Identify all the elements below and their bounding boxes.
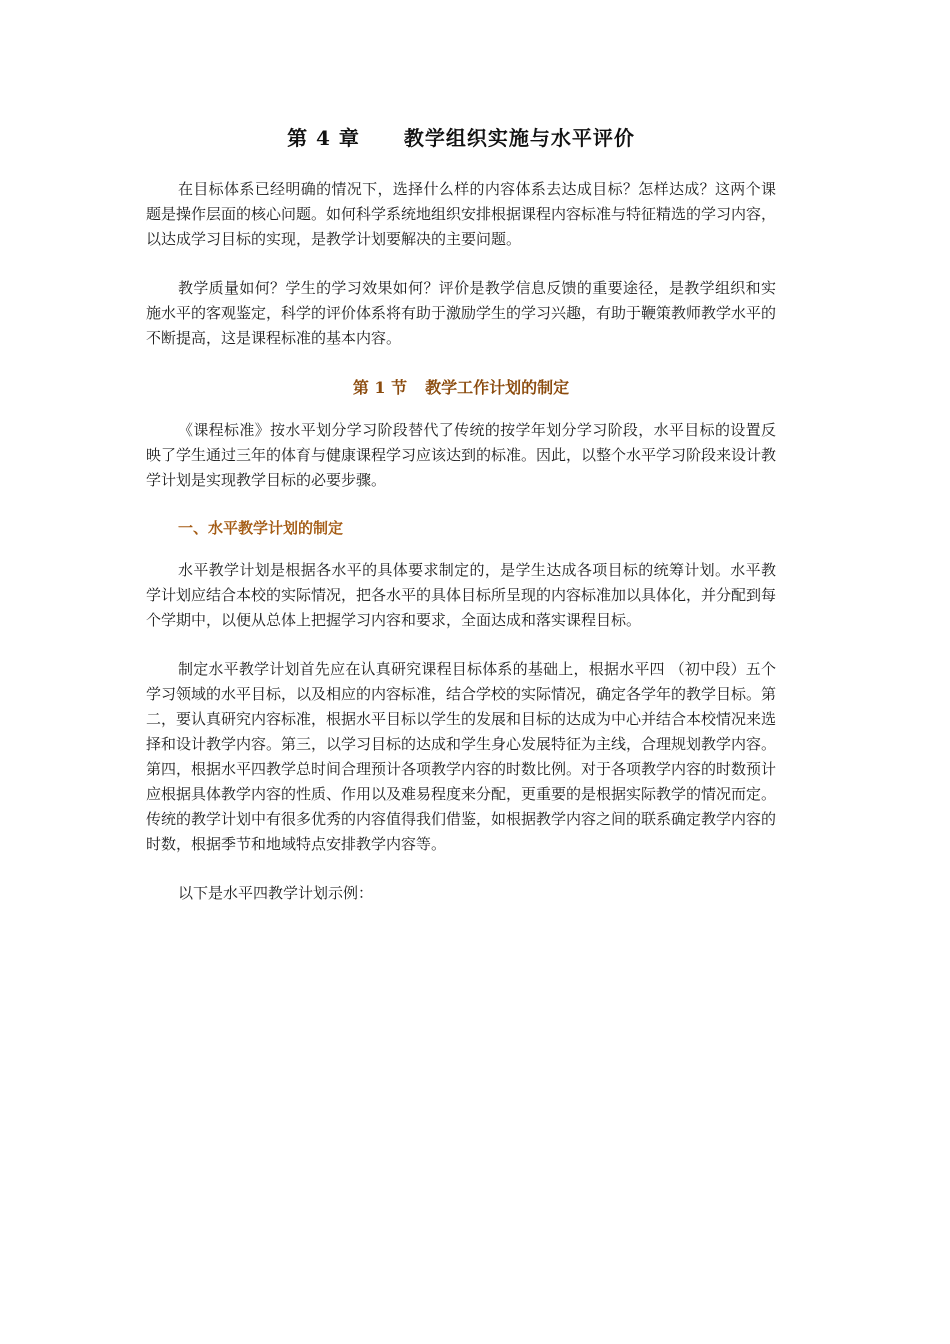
subsection-title: 一、水平教学计划的制定 — [178, 519, 344, 537]
intro-paragraph-2: 教学质量如何？学生的学习效果如何？评价是教学信息反馈的重要途径，是教学组织和实施水平的客观鉴定，科学的评价体系将有助于激励学生的学习兴趣，有助于鞭策教师教学水平的不断提高，这是课程标准的基本内容。 — [146, 279, 777, 347]
chapter-number: 第 4 章 — [287, 126, 360, 150]
document-page — [146, 122, 776, 930]
section-number: 第 1 节 — [352, 378, 408, 397]
chapter-title-text: 教学组织实施与水平评价 — [403, 126, 635, 150]
subsection-paragraph-2: 制定水平教学计划首先应在认真研究课程目标体系的基础上，根据水平四 （初中段）五个学习领域的水平目标，以及相应的内容标准，结合学校的实际情况，确定各学年的教学目标。第二，要认真研究内容标准，根据水平目标以学生的发展和目标的达成为中心并结合本校情况来选择和设计教学内容。第三，以学习目标的达成和学生身心发展特征为主线，合理规划教学内容。第四，根据水平四教学总时间合理预计各项教学内容的时数比例。对于各项教学内容的时数预计应根据具体教学内容的性质、作用以及难易程度来分配，更重要的是根据实际教学的情况而定。传统的教学计划中有很多优秀的内容值得我们借鉴，如根据教学内容之间的联系确定教学内容的时数，根据季节和地域特点安排教学内容等。 — [146, 660, 777, 853]
chapter-title — [146, 122, 776, 151]
section-title-text: 教学工作计划的制定 — [425, 378, 570, 397]
subsection-paragraph-3: 以下是水平四教学计划示例： — [178, 884, 374, 902]
section-title — [146, 375, 776, 398]
section-paragraph-1: 《课程标准》按水平划分学习阶段替代了传统的按学年划分学习阶段，水平目标的设置反映了学生通过三年的体育与健康课程学习应该达到的标准。因此，以整个水平学习阶段来设计教学计划是实现教学目标的必要步骤。 — [146, 421, 777, 489]
subsection-paragraph-1: 水平教学计划是根据各水平的具体要求制定的，是学生达成各项目标的统筹计划。水平教学计划应结合本校的实际情况，把各水平的具体目标所呈现的内容标准加以具体化，并分配到每个学期中，以便从总体上把握学习内容和要求，全面达成和落实课程目标。 — [146, 561, 777, 629]
intro-paragraph-1: 在目标体系已经明确的情况下，选择什么样的内容体系去达成目标？怎样达成？这两个课题是操作层面的核心问题。如何科学系统地组织安排根据课程内容标准与特征精选的学习内容，以达成学习目标的实现，是教学计划要解决的主要问题。 — [146, 180, 777, 248]
